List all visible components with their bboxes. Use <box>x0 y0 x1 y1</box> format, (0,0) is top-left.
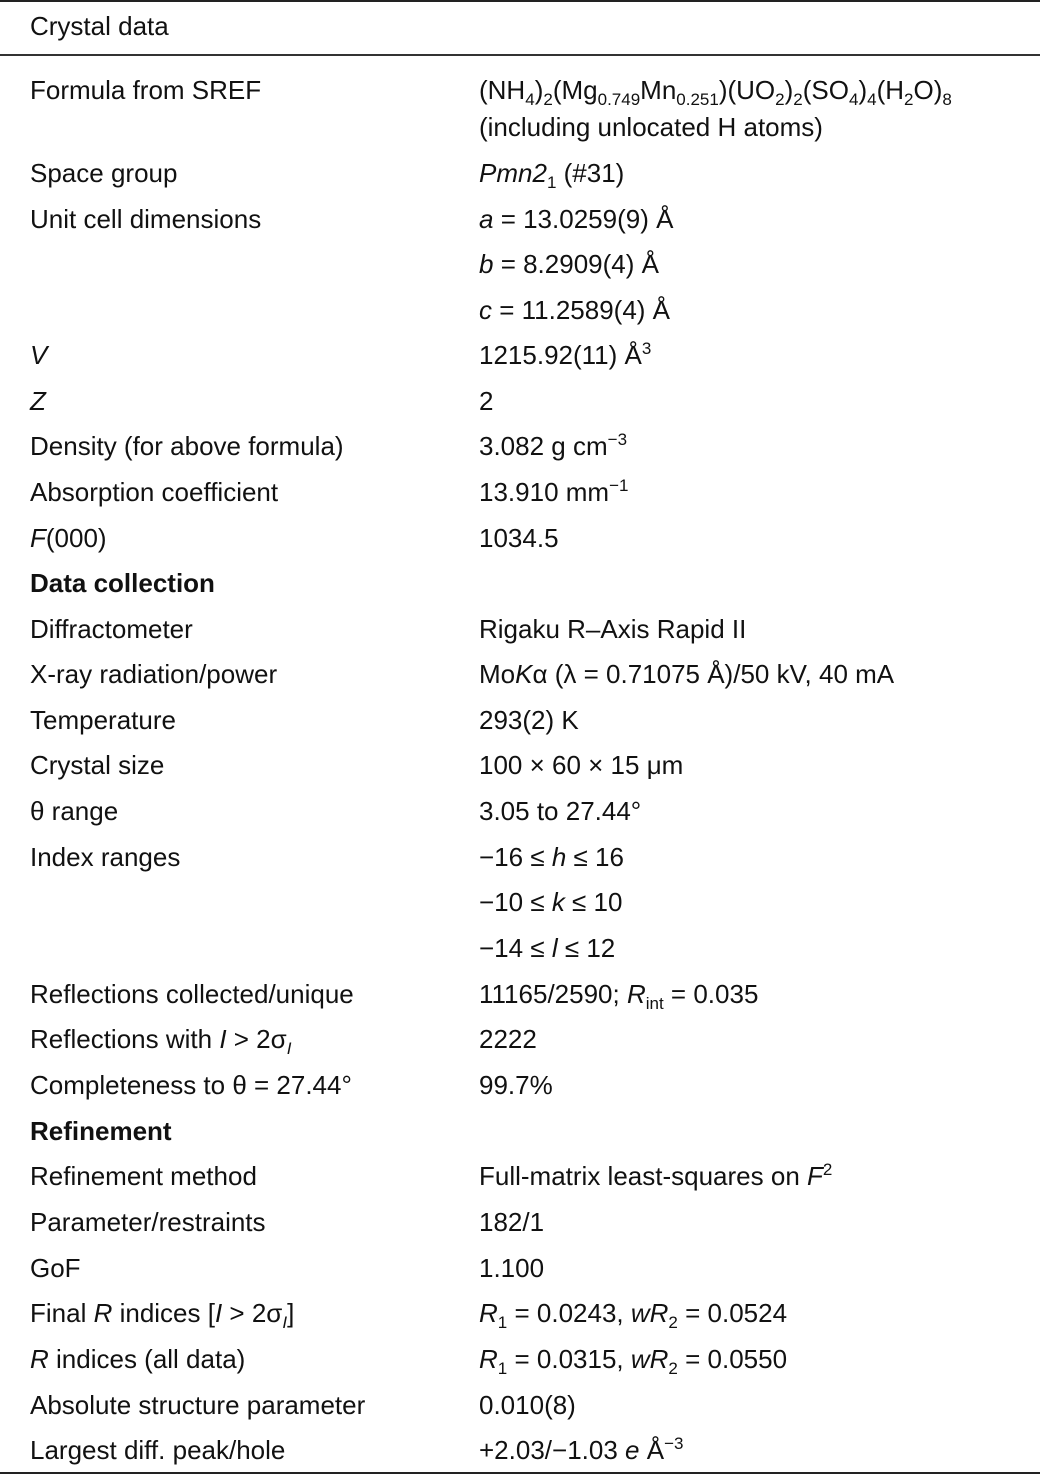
table-row-r-all <box>0 1341 1040 1386</box>
table-row-absorption <box>0 474 1040 519</box>
row-label: Reflections with $I > 2\sigma_I$ <box>30 1024 292 1058</box>
table-row-theta-range <box>0 793 1040 838</box>
section-title: Data collection <box>30 568 215 598</box>
row-value: 1.100 <box>479 1253 545 1283</box>
table-header-rule <box>0 54 1040 56</box>
row-value: $R_1 = 0.0243$, $wR_2 = 0.0524$ <box>479 1298 788 1332</box>
row-value: −14 ≤ l ≤ 12 <box>479 933 616 963</box>
row-label: Z <box>30 386 46 416</box>
table-row-gof <box>0 1250 1040 1295</box>
row-label: Parameter/restraints <box>30 1207 266 1237</box>
row-value: 13.910 $mm^{-1}$ <box>479 476 629 507</box>
row-label: X-ray radiation/power <box>30 659 278 689</box>
row-label: Index ranges <box>30 842 181 872</box>
row-value: MoKα (λ = 0.71075 Å)/50 kV, 40 mA <box>479 659 895 689</box>
table-row-radiation <box>0 656 1040 701</box>
row-label: GoF <box>30 1253 81 1283</box>
section-title: Refinement <box>30 1116 172 1146</box>
table-top-rule <box>0 0 1040 2</box>
row-label: Absolute structure parameter <box>30 1390 366 1420</box>
table-row-abs-structure <box>0 1387 1040 1432</box>
row-label: Formula from SREF <box>30 75 262 105</box>
row-label: Diffractometer <box>30 614 193 644</box>
row-value: b = 8.2909(4) Å <box>479 249 659 279</box>
formula-value: $(NH_4)_2(Mg_{0.749}Mn_{0.251})(UO_2)_2(SO_4)_4(H_2O)_8$ (including unlocated H atoms) <box>479 75 952 142</box>
table-header: Crystal data <box>30 11 169 41</box>
row-value: −16 ≤ h ≤ 16 <box>479 842 624 872</box>
section-heading-refinement <box>0 1113 1040 1158</box>
row-label: Completeness to θ = 27.44° <box>30 1070 352 1100</box>
section-heading-data-collection <box>0 565 1040 610</box>
row-value: 293(2) K <box>479 705 579 735</box>
table-row-formula <box>0 72 1040 156</box>
row-value: +2.03/−1.03 e $Å^{-3}$ <box>479 1434 684 1465</box>
row-label: Refinement method <box>30 1161 257 1191</box>
table-row-completeness <box>0 1067 1040 1112</box>
table-row-unit-cell-b <box>0 246 1040 291</box>
row-value: 99.7% <box>479 1070 553 1100</box>
row-label: Crystal size <box>30 750 165 780</box>
row-value: 2222 <box>479 1024 537 1054</box>
row-label: R indices (all data) <box>30 1344 246 1374</box>
row-value: $R_1 = 0.0315$, $wR_2 = 0.0550$ <box>479 1344 788 1378</box>
table-row-unit-cell-c <box>0 292 1040 337</box>
row-value: $Pmn2_1$ (#31) <box>479 158 625 192</box>
row-value: Full-matrix least-squares on $F^2$ <box>479 1160 833 1191</box>
table-row-refinement-method <box>0 1158 1040 1203</box>
row-label: F(000) <box>30 523 107 553</box>
row-value: 1034.5 <box>479 523 559 553</box>
row-value: −10 ≤ k ≤ 10 <box>479 887 623 917</box>
row-label: Largest diff. peak/hole <box>30 1435 286 1465</box>
table-row-space-group <box>0 155 1040 200</box>
table-row-density <box>0 428 1040 473</box>
row-label: Final R indices $[I > 2\sigma_I]$ <box>30 1298 295 1332</box>
row-label: Reflections collected/unique <box>30 979 354 1009</box>
row-value: 182/1 <box>479 1207 545 1237</box>
table-row-volume <box>0 337 1040 382</box>
table-row-index-l <box>0 930 1040 975</box>
row-label: Space group <box>30 158 178 188</box>
table-row-temperature <box>0 702 1040 747</box>
table-bottom-rule <box>0 1472 1040 1474</box>
table-row-reflections-collected <box>0 976 1040 1021</box>
table-row-reflections-with <box>0 1021 1040 1066</box>
table-row-crystal-size <box>0 747 1040 792</box>
table-row-diffractometer <box>0 611 1040 656</box>
row-label: Unit cell dimensions <box>30 204 262 234</box>
table-row-index-h <box>0 839 1040 884</box>
row-value: 11165/2590; $R_{int} = 0.035$ <box>479 979 759 1013</box>
row-value: 3.05 to 27.44° <box>479 796 642 826</box>
row-value: Rigaku R–Axis Rapid II <box>479 614 747 644</box>
table-row-f000 <box>0 520 1040 565</box>
row-value: 100 × 60 × 15 μm <box>479 750 684 780</box>
row-value: a = 13.0259(9) Å <box>479 204 674 234</box>
table-row-diff-peak <box>0 1432 1040 1477</box>
row-label: θ range <box>30 796 119 826</box>
table-row-parameters <box>0 1204 1040 1249</box>
row-label: V <box>30 340 48 370</box>
row-value: 0.010(8) <box>479 1390 576 1420</box>
row-value: 1215.92(11) $Å^3$ <box>479 339 652 370</box>
row-label: Absorption coefficient <box>30 477 279 507</box>
row-label: Density (for above formula) <box>30 431 344 461</box>
table-row-z <box>0 383 1040 428</box>
row-value: c = 11.2589(4) Å <box>479 295 671 325</box>
formula-note: (including unlocated H atoms) <box>479 112 823 142</box>
table-row-final-r <box>0 1295 1040 1340</box>
row-label: Temperature <box>30 705 176 735</box>
table-row-index-k <box>0 884 1040 929</box>
row-value: 3.082 g $cm^{-3}$ <box>479 430 628 461</box>
table-row-unit-cell-a <box>0 201 1040 246</box>
row-value: 2 <box>479 386 494 416</box>
